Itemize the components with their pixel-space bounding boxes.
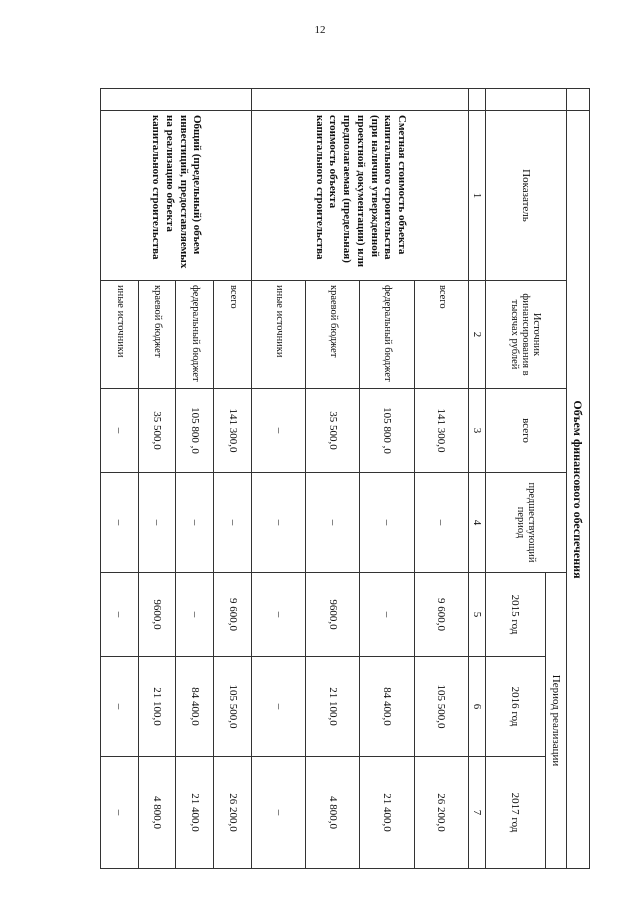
empty-cell [486,89,567,111]
empty-cell [251,89,468,111]
value-cell: 4 800,0 [306,757,360,869]
value-cell: – [360,573,414,657]
value-cell: – [101,757,139,869]
column-number: 3 [469,389,486,473]
page-number: 12 [314,24,326,36]
header-implementation-period: Период реализации [546,573,567,869]
source-cell: федеральный бюджет [176,281,214,389]
column-number: 6 [469,657,486,757]
value-cell: – [101,657,139,757]
value-cell: 21 400,0 [360,757,414,869]
indicator-cell: Общий (предельный) объем инвестиций, предоставляемых на реализацию объекта капитального строительства [101,111,252,281]
value-cell: – [251,389,305,473]
header-source: Источник финансирования в тысячах рублей [486,281,567,389]
value-cell: – [176,573,214,657]
table-row [214,89,252,869]
value-cell: 26 200,0 [414,757,468,869]
indicator-cell: Сметная стоимость объекта капитального строительства (при наличии утвержденной проектной документации) или предполагаемая (предельная) стоимость объекта капитального строительства [251,111,468,281]
value-cell: 9600,0 [138,573,176,657]
header-year: 2017 год [486,757,546,869]
empty-cell [101,89,252,111]
rotated-table-container [100,88,590,868]
value-cell: 21 100,0 [138,657,176,757]
value-cell: – [251,473,305,573]
value-cell: 84 400,0 [360,657,414,757]
header-year: 2015 год [486,573,546,657]
source-cell: всего [214,281,252,389]
value-cell: – [306,473,360,573]
header-total: всего [486,389,567,473]
source-cell: федеральный бюджет [360,281,414,389]
source-cell: иные источники [251,281,305,389]
value-cell: 141 300,0 [214,389,252,473]
value-cell: 105 500,0 [214,657,252,757]
value-cell: – [251,757,305,869]
empty-cell [469,89,486,111]
value-cell: – [101,389,139,473]
source-cell: краевой бюджет [138,281,176,389]
value-cell: 26 200,0 [214,757,252,869]
column-number: 1 [469,111,486,281]
value-cell: 35 500,0 [306,389,360,473]
header-year: 2016 год [486,657,546,757]
column-number: 7 [469,757,486,869]
value-cell: 9 600,0 [414,573,468,657]
value-cell: 84 400,0 [176,657,214,757]
source-cell: иные источники [101,281,139,389]
value-cell: – [414,473,468,573]
value-cell: – [176,473,214,573]
header-prior-period: предшествующий период [486,473,567,573]
column-number: 5 [469,573,486,657]
header-indicator: Показатель [486,111,567,281]
source-cell: всего [414,281,468,389]
value-cell: 9600,0 [306,573,360,657]
column-number: 4 [469,473,486,573]
value-cell: 21 100,0 [306,657,360,757]
value-cell: – [360,473,414,573]
value-cell: 105 800 ,0 [360,389,414,473]
value-cell: 105 800 ,0 [176,389,214,473]
value-cell: 21 400,0 [176,757,214,869]
value-cell: – [138,473,176,573]
column-number: 2 [469,281,486,389]
table-row [414,89,468,869]
value-cell: – [101,473,139,573]
value-cell: 141 300,0 [414,389,468,473]
table-title: Объем финансового обеспечения [567,111,590,869]
value-cell: 35 500,0 [138,389,176,473]
value-cell: – [214,473,252,573]
value-cell: – [251,573,305,657]
empty-cell [567,89,590,111]
value-cell: 4 800,0 [138,757,176,869]
value-cell: – [251,657,305,757]
value-cell: 9 600,0 [214,573,252,657]
source-cell: краевой бюджет [306,281,360,389]
financing-table [100,88,590,869]
value-cell: – [101,573,139,657]
value-cell: 105 500,0 [414,657,468,757]
